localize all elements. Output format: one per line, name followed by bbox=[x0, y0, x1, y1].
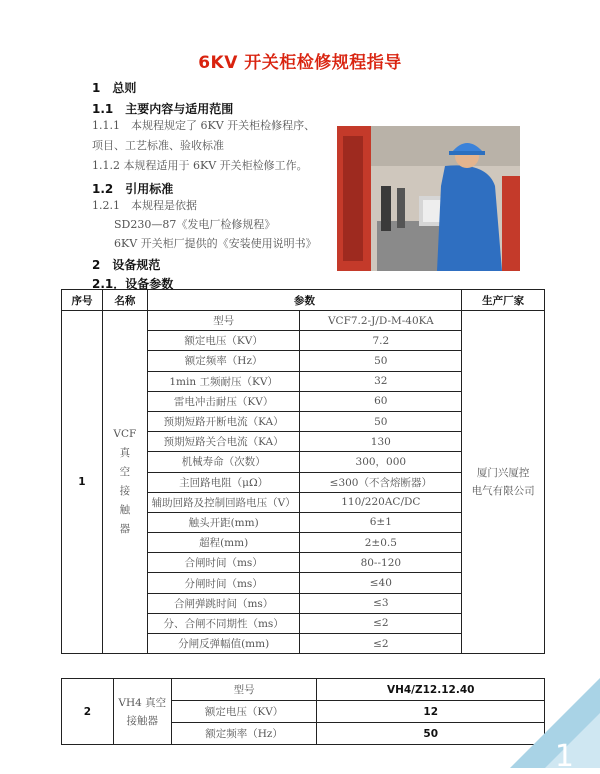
parameter-name: 型号 bbox=[147, 311, 300, 331]
parameter-value: ≤2 bbox=[300, 613, 462, 633]
parameter-name: 额定电压（KV） bbox=[171, 701, 317, 723]
page-number: 1 bbox=[554, 739, 574, 774]
parameter-value: ≤2 bbox=[300, 634, 462, 654]
parameter-name: 超程(mm) bbox=[147, 533, 300, 553]
parameter-value: VCF7.2-J/D-M-40KA bbox=[300, 311, 462, 331]
manufacturer-line: 电气有限公司 bbox=[471, 485, 535, 498]
parameter-value: 32 bbox=[300, 371, 462, 391]
page-corner-decoration bbox=[490, 658, 600, 768]
parameter-value: 50 bbox=[300, 411, 462, 431]
equipment-name-line: 接 bbox=[119, 485, 131, 498]
row-number: 1 bbox=[62, 311, 103, 654]
paragraph-1-1-1b: 项目、工艺标准、验收标准 bbox=[92, 139, 224, 152]
parameter-value: 300，000 bbox=[300, 452, 462, 472]
equipment-name-line: VCF bbox=[113, 428, 137, 441]
parameter-name: 合闸时间（ms） bbox=[147, 553, 300, 573]
equipment-name-line: 接触器 bbox=[126, 714, 159, 727]
paragraph-1-1-1a: 1.1.1 本规程规定了 6KV 开关柜检修程序、 bbox=[92, 119, 316, 132]
parameter-name: 辅助回路及控制回路电压（V） bbox=[147, 492, 300, 512]
parameter-name: 额定电压（KV） bbox=[147, 331, 300, 351]
equipment-name bbox=[102, 311, 147, 654]
section-heading-1-2: 1.2 引用标准 bbox=[92, 182, 174, 196]
equipment-name-line: 器 bbox=[119, 523, 131, 536]
paragraph-1-1-2: 1.1.2 本规程适用于 6KV 开关柜检修工作。 bbox=[92, 159, 308, 172]
table-2-body bbox=[62, 679, 545, 745]
equipment-name-line: 触 bbox=[119, 504, 131, 517]
parameter-name: 预期短路开断电流（KA） bbox=[147, 411, 300, 431]
parameter-name: 合闸弹跳时间（ms） bbox=[147, 593, 300, 613]
parameter-value: VH4/Z12.12.40 bbox=[317, 679, 545, 701]
equipment-name-line: 空 bbox=[119, 466, 131, 479]
parameter-value: ≤300（不含熔断器） bbox=[300, 472, 462, 492]
parameter-name: 型号 bbox=[171, 679, 317, 701]
equipment-name-line: VH4 真空 bbox=[118, 696, 167, 709]
parameter-value: 130 bbox=[300, 432, 462, 452]
parameter-value: ≤3 bbox=[300, 593, 462, 613]
section-heading-1-1: 1.1 主要内容与适用范围 bbox=[92, 102, 234, 116]
manufacturer bbox=[462, 311, 545, 654]
parameter-name: 分闸时间（ms） bbox=[147, 573, 300, 593]
reference-2: 6KV 开关柜厂提供的《安装使用说明书》 bbox=[114, 237, 317, 250]
parameter-value: ≤40 bbox=[300, 573, 462, 593]
parameter-name: 额定频率（Hz） bbox=[171, 723, 317, 745]
parameter-value: 80--120 bbox=[300, 553, 462, 573]
header-manufacturer: 生产厂家 bbox=[462, 290, 545, 311]
parameter-value: 110/220AC/DC bbox=[300, 492, 462, 512]
parameter-value: 6±1 bbox=[300, 512, 462, 532]
paragraph-1-2-1: 1.2.1 本规程是依据 bbox=[92, 199, 197, 212]
header-name: 名称 bbox=[102, 290, 147, 311]
parameter-name: 机械寿命（次数） bbox=[147, 452, 300, 472]
parameter-name: 触头开距(mm) bbox=[147, 512, 300, 532]
technician-illustration bbox=[337, 126, 520, 271]
parameter-value: 2±0.5 bbox=[300, 533, 462, 553]
row-number: 2 bbox=[62, 679, 114, 745]
parameter-name: 额定频率（Hz） bbox=[147, 351, 300, 371]
section-heading-1: 1 总则 bbox=[92, 81, 137, 95]
section-heading-2-1: 2.1．设备参数 bbox=[92, 277, 174, 291]
parameter-value: 50 bbox=[300, 351, 462, 371]
equipment-parameter-table-2 bbox=[61, 678, 545, 745]
parameter-value: 60 bbox=[300, 391, 462, 411]
reference-1: SD230—87《发电厂检修规程》 bbox=[114, 218, 276, 231]
header-no: 序号 bbox=[62, 290, 103, 311]
parameter-name: 主回路电阻（μΩ） bbox=[147, 472, 300, 492]
table-row bbox=[62, 311, 545, 331]
parameter-value: 12 bbox=[317, 701, 545, 723]
parameter-name: 1min 工频耐压（KV） bbox=[147, 371, 300, 391]
section-heading-2: 2 设备规范 bbox=[92, 258, 161, 272]
table-row bbox=[62, 679, 545, 701]
equipment-name bbox=[113, 679, 171, 745]
header-parameters: 参数 bbox=[147, 290, 461, 311]
equipment-parameter-table-1 bbox=[61, 289, 545, 654]
table-1-body bbox=[62, 311, 545, 654]
parameter-name: 雷电冲击耐压（KV） bbox=[147, 391, 300, 411]
parameter-name: 预期短路关合电流（KA） bbox=[147, 432, 300, 452]
manufacturer-line: 厦门兴厦控 bbox=[476, 467, 530, 480]
parameter-name: 分、合闸不同期性（ms） bbox=[147, 613, 300, 633]
parameter-name: 分闸反弹幅值(mm) bbox=[147, 634, 300, 654]
technician-photo bbox=[337, 126, 520, 271]
document-title: 6KV 开关柜检修规程指导 bbox=[198, 53, 402, 73]
parameter-value: 50 bbox=[317, 723, 545, 745]
equipment-name-line: 真 bbox=[119, 447, 131, 460]
table-header-row bbox=[62, 290, 545, 311]
parameter-value: 7.2 bbox=[300, 331, 462, 351]
